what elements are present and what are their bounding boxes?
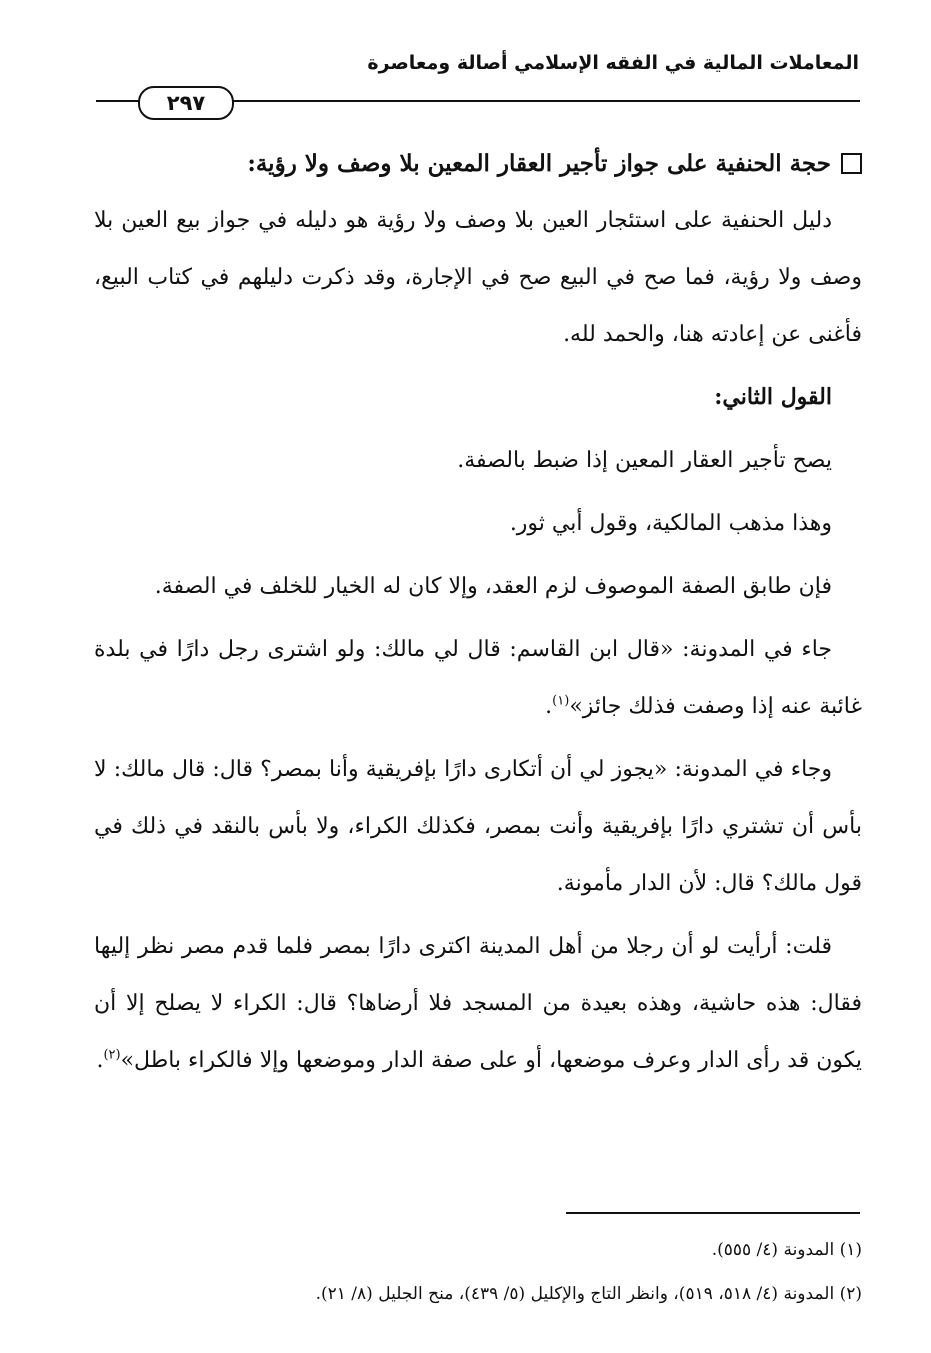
section-heading bbox=[94, 135, 862, 192]
paragraph-4: فإن طابق الصفة الموصوف لزم العقد، وإلا كان له الخيار للخلف في الصفة. bbox=[154, 574, 832, 599]
page-number: ٢٩٧ bbox=[138, 86, 234, 120]
footnote-2: (٢) المدونة (٤/ ٥١٨، ٥١٩)، وانظر التاج والإكليل (٥/ ٤٣٩)، منح الجليل (٨/ ٢١). bbox=[315, 1284, 862, 1304]
paragraph-1: دليل الحنفية على استئجار العين بلا وصف ولا رؤية هو دليله في جواز بيع العين بلا وصف ولا رؤية، فما صح في البيع صح في الإجارة، وقد ذكرت دليلهم في كتاب البيع، فأغنى عن إعادته هنا، والحمد لله. bbox=[94, 208, 862, 347]
main-text bbox=[94, 135, 862, 1089]
footnote-1: (١) المدونة (٤/ ٥٥٥). bbox=[711, 1240, 862, 1260]
paragraph-7: قلت: أرأيت لو أن رجلا من أهل المدينة اكترى دارًا بمصر فلما قدم مصر نظر إليها فقال: هذه حاشية، وهذه بعيدة من المسجد فلا أرضاها؟ قال: الكراء لا يصلح إلا أن يكون قد رأى الدار وعرف موضعها، أو على صفة الدار وموضعها وإلا فالكراء باطل»$^{(٢)}$. bbox=[94, 934, 862, 1073]
paragraph-6: وجاء في المدونة: «يجوز لي أن أتكارى دارًا بإفريقية وأنا بمصر؟ قال: قال مالك: لا بأس أن تشتري دارًا بإفريقية وأنت بمصر، فكذلك الكراء، ولا بأس بالنقد في ذلك في قول مالك؟ قال: لأن الدار مأمونة. bbox=[94, 757, 862, 896]
footnote-rule bbox=[566, 1212, 860, 1214]
paragraph-7-text: قلت: أرأيت لو أن رجلا من أهل المدينة اكترى دارًا بمصر فلما قدم مصر نظر إليها فقال: هذه حاشية، وهذه بعيدة من المسجد فلا أرضاها؟ قال: الكراء لا يصلح إلا أن يكون قد رأى الدار وعرف موضعها، أو على صفة الدار وموضعها وإلا فالكراء باطل» bbox=[94, 934, 862, 1073]
square-bullet-icon bbox=[841, 153, 862, 174]
footnote-ref-1: (١) bbox=[552, 693, 570, 709]
footnotes bbox=[94, 1228, 862, 1316]
subheading: القول الثاني: bbox=[714, 384, 832, 410]
book-title: المعاملات المالية في الفقه الإسلامي أصالة ومعاصرة bbox=[367, 52, 859, 74]
paragraph-5-text: جاء في المدونة: «قال ابن القاسم: قال لي مالك: ولو اشترى رجل دارًا في بلدة غائبة عنه إذا وصفت فذلك جائز» bbox=[94, 637, 862, 719]
footnote-ref-2: (٢) bbox=[103, 1047, 121, 1063]
paragraph-3: وهذا مذهب المالكية، وقول أبي ثور. bbox=[509, 511, 832, 536]
paragraph-2: يصح تأجير العقار المعين إذا ضبط بالصفة. bbox=[457, 448, 832, 473]
section-heading-text: حجة الحنفية على جواز تأجير العقار المعين بلا وصف ولا رؤية: bbox=[247, 150, 831, 177]
paragraph-5: جاء في المدونة: «قال ابن القاسم: قال لي مالك: ولو اشترى رجل دارًا في بلدة غائبة عنه إذا وصفت فذلك جائز»$^{(١)}$. bbox=[94, 637, 862, 719]
